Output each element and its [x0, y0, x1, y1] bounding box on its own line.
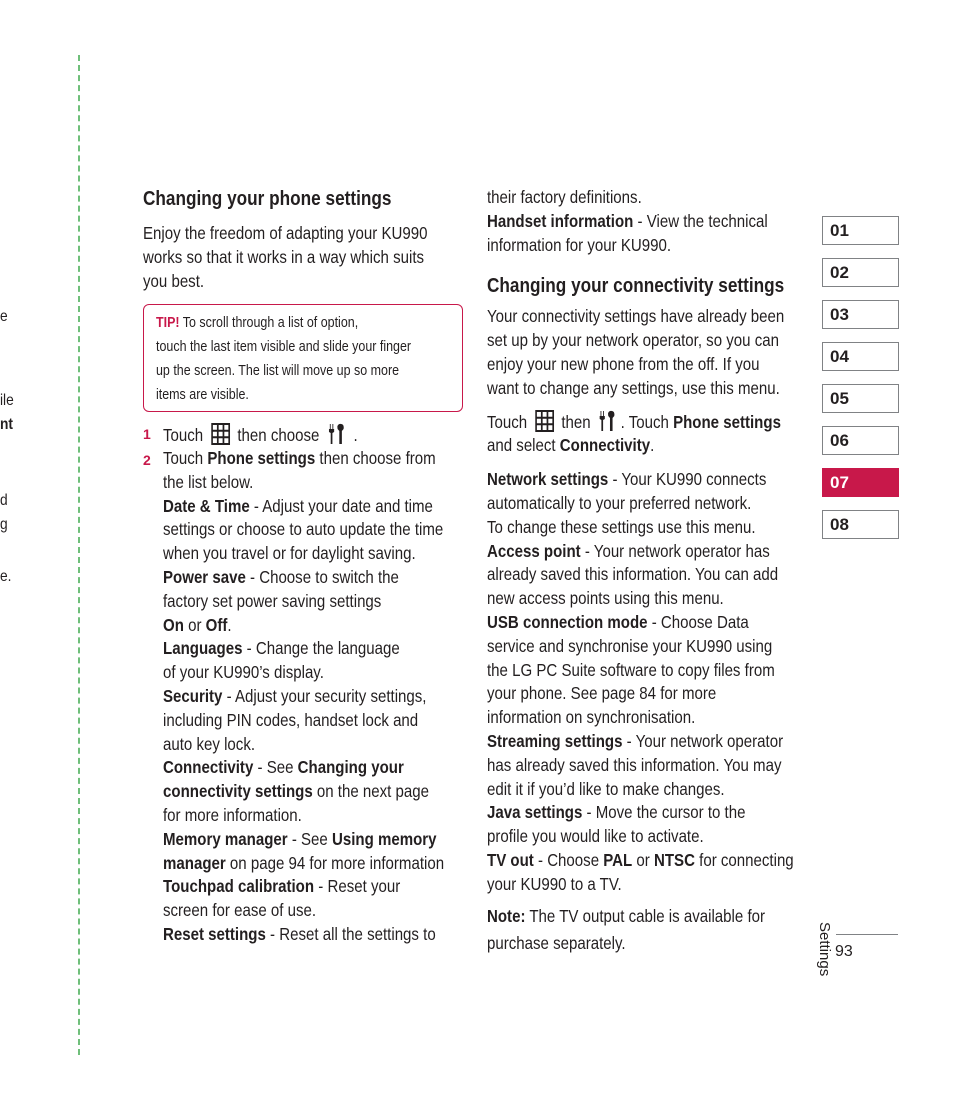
chapter-tab-05[interactable]: 05	[822, 384, 899, 413]
option-text: including PIN codes, handset lock and	[163, 709, 419, 730]
option-text: - Reset your	[314, 876, 401, 897]
tip-label: TIP!	[156, 315, 180, 331]
option-text: To change these settings use this menu.	[487, 516, 756, 537]
chapter-tab-08[interactable]: 08	[822, 510, 899, 539]
step-text: . Touch	[620, 411, 674, 432]
fold-guide-dashed-line	[78, 55, 80, 1055]
option-text: - Adjust your security settings,	[222, 685, 427, 706]
option-text: - Your network operator has	[580, 540, 770, 561]
option-term: Network settings	[487, 469, 609, 490]
option-term: TV out	[487, 849, 534, 870]
option-text: already saved this information. You can add	[487, 564, 779, 585]
option-text: - Choose	[533, 849, 604, 870]
option-text: information on synchronisation.	[487, 707, 696, 728]
option-term: Connectivity	[163, 757, 254, 778]
intro-line: enjoy your new phone from the off. If you	[487, 353, 760, 374]
note-text: purchase separately.	[487, 933, 626, 954]
option-text: - See	[253, 757, 298, 778]
step-text: then choose	[237, 425, 320, 445]
menu-grid-icon	[535, 410, 554, 432]
option-ref: connectivity settings	[163, 781, 313, 802]
option-text: when you travel or for daylight saving.	[163, 543, 416, 564]
option-text: - Your KU990 connects	[608, 469, 767, 490]
option-text: or	[632, 849, 654, 870]
chapter-tab-02[interactable]: 02	[822, 258, 899, 287]
option-text: auto key lock.	[163, 733, 256, 754]
step-text: Touch	[487, 411, 528, 432]
step-text: then choose from	[315, 448, 436, 468]
intro-line: you best.	[143, 270, 205, 291]
option-text: factory set power saving settings	[163, 590, 382, 611]
chapter-tab-03[interactable]: 03	[822, 300, 899, 329]
option-tv-out	[487, 849, 814, 897]
tip-text: touch the last item visible and slide your finger	[156, 339, 412, 355]
chapter-tab-06[interactable]: 06	[822, 426, 899, 455]
section-label: Settings	[816, 922, 833, 977]
option-text: for connecting	[694, 849, 794, 870]
option-access-point	[487, 540, 814, 611]
option-term: Date & Time	[163, 495, 250, 516]
note-label: Note:	[487, 905, 526, 926]
option-text: has already saved this information. You may	[487, 754, 782, 775]
step-number: 1	[143, 426, 151, 442]
chapter-tab-07[interactable]: 07	[822, 468, 899, 497]
step-2	[163, 447, 473, 947]
bleed-fragment: e.	[0, 568, 12, 585]
option-term: Off	[205, 614, 228, 635]
settings-tools-icon	[598, 409, 617, 433]
option-text: on the next page	[312, 781, 430, 802]
tip-text: items are visible.	[156, 387, 249, 403]
option-text: information for your KU990.	[487, 234, 672, 255]
option-text: on page 94 for more information	[225, 852, 445, 873]
bleed-fragment: d	[0, 492, 8, 509]
option-java-settings	[487, 801, 814, 849]
option-text: for more information.	[163, 804, 302, 825]
intro-line: Enjoy the freedom of adapting your KU990	[143, 223, 428, 243]
chapter-tab-01[interactable]: 01	[822, 216, 899, 245]
option-term: Memory manager	[163, 828, 288, 849]
option-term: USB connection mode	[487, 611, 648, 632]
option-text: service and synchronise your KU990 using	[487, 635, 773, 656]
step-term: Phone settings	[673, 411, 781, 432]
right-column	[487, 186, 814, 956]
option-term: PAL	[603, 849, 633, 870]
option-text: - Adjust your date and time	[249, 495, 433, 516]
note	[487, 905, 814, 957]
step-number: 2	[143, 452, 151, 468]
option-text: profile you would like to activate.	[487, 826, 704, 847]
option-text: edit it if you’d like to make changes.	[487, 778, 725, 799]
continued-text: their factory definitions.	[487, 187, 642, 207]
bleed-fragment: nt	[0, 416, 13, 433]
intro-line: set up by your network operator, so you can	[487, 330, 779, 351]
option-term: Streaming settings	[487, 730, 623, 751]
tip-box	[143, 304, 463, 412]
option-text: the LG PC Suite software to copy files from	[487, 659, 775, 680]
option-term: Power save	[163, 566, 246, 587]
option-term: Touchpad calibration	[163, 876, 315, 897]
option-languages	[163, 637, 473, 685]
step-text: .	[353, 425, 358, 445]
option-text: - Move the cursor to the	[582, 802, 746, 823]
step-term: Phone settings	[207, 448, 316, 468]
option-security	[163, 685, 473, 756]
option-ref: manager	[163, 852, 226, 873]
option-term: Access point	[487, 540, 581, 561]
step-text: and select	[487, 435, 560, 456]
option-text: new access points using this menu.	[487, 588, 724, 609]
option-text: .	[227, 614, 232, 635]
option-text: - See	[287, 828, 332, 849]
option-text: of your KU990’s display.	[163, 662, 324, 683]
option-handset-information	[487, 210, 814, 258]
step-text: .	[650, 435, 655, 456]
option-memory-manager	[163, 828, 473, 876]
page-number: 93	[835, 943, 853, 960]
step-text: Touch	[163, 448, 208, 468]
tip-text: To scroll through a list of option,	[179, 315, 359, 331]
tip-text: up the screen. The list will move up so more	[156, 363, 400, 379]
menu-grid-icon	[211, 423, 230, 445]
page-number-rule	[836, 934, 898, 935]
left-column	[143, 186, 461, 293]
step-text: then	[561, 411, 591, 432]
option-text: - Reset all the settings to	[265, 923, 436, 944]
option-text: screen for ease of use.	[163, 900, 317, 921]
option-text: your KU990 to a TV.	[487, 873, 622, 894]
option-term: Java settings	[487, 802, 583, 823]
option-term: Languages	[163, 638, 243, 659]
option-touchpad-calibration	[163, 875, 473, 923]
option-text: - View the technical	[633, 210, 768, 231]
settings-tools-icon	[327, 422, 346, 446]
step-term: Connectivity	[559, 435, 651, 456]
option-text: or	[183, 614, 206, 635]
option-text: - Change the language	[242, 638, 400, 659]
intro-line: Your connectivity settings have already been	[487, 306, 785, 327]
option-term: NTSC	[653, 849, 695, 870]
step-1	[163, 422, 473, 448]
bleed-fragment: g	[0, 516, 8, 533]
option-reset-settings	[163, 923, 473, 947]
intro-line: want to change any settings, use this menu.	[487, 377, 780, 398]
option-network-settings	[487, 468, 814, 539]
note-text: The TV output cable is available for	[525, 905, 766, 926]
option-text: - Your network operator	[622, 730, 784, 751]
option-text: your phone. See page 84 for more	[487, 683, 717, 704]
option-text: automatically to your preferred network.	[487, 492, 752, 513]
option-term: Reset settings	[163, 923, 266, 944]
intro-line: works so that it works in a way which suits	[143, 246, 425, 267]
option-term: On	[163, 614, 184, 635]
option-streaming-settings	[487, 730, 814, 801]
option-connectivity	[163, 756, 473, 827]
option-text: - Choose to switch the	[245, 566, 399, 587]
option-ref: Using memory	[331, 828, 437, 849]
step-text: Touch	[163, 425, 204, 445]
option-text: settings or choose to auto update the time	[163, 519, 444, 540]
touch-instruction	[487, 409, 814, 459]
option-term: Handset information	[487, 210, 634, 231]
option-usb-connection-mode	[487, 611, 814, 730]
section-heading: Changing your phone settings	[143, 188, 392, 210]
option-text: - Choose Data	[647, 611, 749, 632]
option-ref: Changing your	[297, 757, 404, 778]
chapter-tab-04[interactable]: 04	[822, 342, 899, 371]
section-heading: Changing your connectivity settings	[487, 275, 785, 298]
option-power-save	[163, 566, 473, 637]
option-date-time	[163, 495, 473, 566]
bleed-fragment: e	[0, 308, 8, 325]
option-term: Security	[163, 685, 223, 706]
step-text: the list below.	[163, 471, 254, 492]
bleed-fragment: ile	[0, 392, 14, 409]
